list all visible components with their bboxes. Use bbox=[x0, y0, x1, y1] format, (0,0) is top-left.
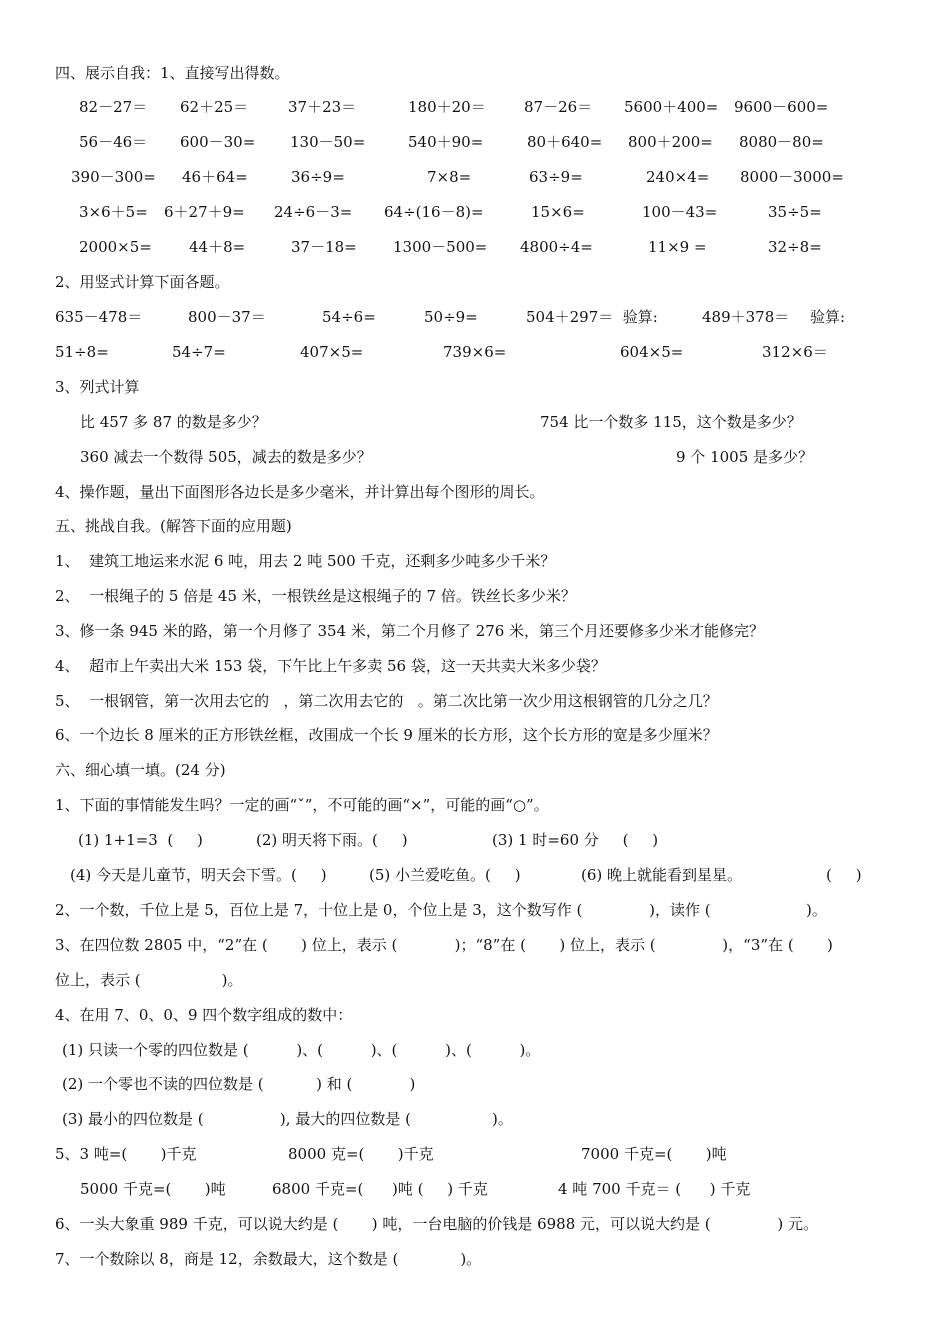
formula-question: 754 比一个数多 115，这个数是多少？ bbox=[540, 413, 802, 431]
question4-sub: (3) 最小的四位数是 ( ), 最大的四位数是 ( )。 bbox=[62, 1110, 513, 1128]
vertical-calc-item: 635－478＝ bbox=[55, 308, 143, 326]
word-problem: 5、 一根钢管，第一次用去它的 ，第二次用去它的 。第二次比第一次少用这根钢管的几分之几？ bbox=[55, 692, 718, 710]
section5-title: 五、挑战自我。(解答下面的应用题) bbox=[55, 517, 292, 535]
oral-item: 540＋90= bbox=[408, 133, 484, 151]
word-problem: 3、修一条 945 米的路，第一个月修了 354 米，第二个月修了 276 米，第三个月还要修多少米才能修完？ bbox=[55, 622, 765, 640]
question5-item: 7000 千克=( )吨 bbox=[581, 1145, 727, 1163]
vertical-calc-item: 604×5= bbox=[620, 343, 684, 361]
question3-line2: 位上，表示 ( )。 bbox=[55, 971, 243, 989]
vertical-calc-item: 504＋297＝ 验算: bbox=[526, 308, 658, 326]
word-problem: 2、 一根绳子的 5 倍是 45 米，一根铁丝是这根绳子的 7 倍。铁丝长多少米？ bbox=[55, 587, 576, 605]
question7: 7、一个数除以 8，商是 12，余数最大，这个数是 ( )。 bbox=[55, 1250, 482, 1268]
question4-sub: (1) 只读一个零的四位数是 ( )、( )、( )、( )。 bbox=[62, 1041, 541, 1059]
question5-item: 5000 千克=( )吨 bbox=[80, 1180, 226, 1198]
question4-sub: (2) 一个零也不读的四位数是 ( ) 和 ( ) bbox=[62, 1075, 416, 1093]
question1-item: ( ) bbox=[826, 866, 862, 884]
vertical-calc-item: 50÷9= bbox=[424, 308, 478, 326]
oral-item: 5600＋400= bbox=[624, 98, 719, 116]
vertical-calc-title: 2、用竖式计算下面各题。 bbox=[55, 273, 230, 291]
question2: 2、一个数，千位上是 5，百位上是 7，十位上是 0，个位上是 3，这个数写作 ( )，读作 ( )。 bbox=[55, 901, 827, 919]
vertical-calc-item: 489＋378＝ bbox=[702, 308, 790, 326]
section4-title: 四、展示自我：1、直接写出得数。 bbox=[55, 64, 290, 82]
oral-item: 36÷9= bbox=[291, 168, 345, 186]
oral-item: 600－30= bbox=[180, 133, 256, 151]
measure-title: 4、操作题，量出下面图形各边长是多少毫米，并计算出每个图形的周长。 bbox=[55, 483, 545, 501]
oral-item: 56－46＝ bbox=[79, 133, 148, 151]
oral-item: 6＋27＋9= bbox=[164, 203, 245, 221]
vertical-calc-item: 739×6= bbox=[443, 343, 507, 361]
oral-item: 46＋64= bbox=[182, 168, 248, 186]
oral-item: 390－300= bbox=[71, 168, 156, 186]
oral-item: 62＋25＝ bbox=[180, 98, 249, 116]
oral-item: 240×4= bbox=[646, 168, 710, 186]
oral-item: 3×6＋5= bbox=[79, 203, 148, 221]
formula-question: 9 个 1005 是多少？ bbox=[676, 448, 814, 466]
question5-item: 4 吨 700 千克＝ ( ) 千克 bbox=[558, 1180, 751, 1198]
question6: 6、一头大象重 989 千克，可以说大约是 ( ) 吨，一台电脑的价钱是 6988 元，可以说大约是 ( ) 元。 bbox=[55, 1215, 819, 1233]
question1-item: (6) 晚上就能看到星星。 bbox=[581, 866, 743, 884]
oral-item: 35÷5= bbox=[768, 203, 822, 221]
oral-item: 15×6= bbox=[531, 203, 585, 221]
vertical-calc-item: 51÷8= bbox=[55, 343, 109, 361]
question1-item: (1) 1+1=3 ( ) bbox=[78, 831, 203, 849]
question1-title: 1、下面的事情能发生吗？一定的画“ˇ”，不可能的画“×”，可能的画“○”。 bbox=[55, 796, 549, 814]
oral-item: 87－26＝ bbox=[524, 98, 593, 116]
question4-title: 4、在用 7、0、0、9 四个数字组成的数中： bbox=[55, 1006, 353, 1024]
word-problem: 1、 建筑工地运来水泥 6 吨，用去 2 吨 500 千克，还剩多少吨多少千米？ bbox=[55, 552, 556, 570]
question1-item: (4) 今天是儿童节，明天会下雪。( ) bbox=[70, 866, 327, 884]
oral-item: 130－50= bbox=[290, 133, 366, 151]
oral-item: 64÷(16－8)= bbox=[384, 203, 484, 221]
question5-item: 6800 千克=( )吨 ( ) 千克 bbox=[272, 1180, 488, 1198]
question5-item: 8000 克=( )千克 bbox=[288, 1145, 434, 1163]
formula-question: 比 457 多 87 的数是多少？ bbox=[80, 413, 267, 431]
oral-item: 11×9 = bbox=[648, 238, 707, 256]
question1-item: (3) 1 时=60 分 ( ) bbox=[492, 831, 659, 849]
oral-item: 2000×5= bbox=[79, 238, 152, 256]
oral-item: 1300－500= bbox=[393, 238, 488, 256]
oral-item: 8080－80= bbox=[739, 133, 824, 151]
oral-item: 7×8= bbox=[427, 168, 472, 186]
vertical-calc-item: 800－37＝ bbox=[188, 308, 266, 326]
vertical-calc-item: 312×6＝ bbox=[762, 343, 828, 361]
oral-item: 80＋640= bbox=[527, 133, 603, 151]
oral-item: 4800÷4= bbox=[520, 238, 593, 256]
oral-item: 180＋20＝ bbox=[408, 98, 486, 116]
question1-item: (2) 明天将下雨。( ) bbox=[256, 831, 408, 849]
oral-item: 9600－600= bbox=[734, 98, 829, 116]
vertical-calc-item: 407×5= bbox=[300, 343, 364, 361]
oral-item: 63÷9= bbox=[529, 168, 583, 186]
question1-item: (5) 小兰爱吃鱼。( ) bbox=[369, 866, 521, 884]
word-problem: 4、 超市上午卖出大米 153 袋，下午比上午多卖 56 袋，这一天共卖大米多少袋？ bbox=[55, 657, 606, 675]
section6-title: 六、细心填一填。(24 分) bbox=[55, 761, 226, 779]
vertical-calc-item: 54÷6= bbox=[322, 308, 376, 326]
oral-item: 800＋200= bbox=[628, 133, 713, 151]
question3-line1: 3、在四位数 2805 中，“2”在 ( ) 位上，表示 ( )；“8”在 ( ) 位上，表示 ( )，“3”在 ( ) bbox=[55, 936, 833, 954]
oral-item: 24÷6－3= bbox=[274, 203, 353, 221]
word-problem: 6、一个边长 8 厘米的正方形铁丝框，改围成一个长 9 厘米的长方形，这个长方形的宽是多少厘米？ bbox=[55, 726, 718, 744]
oral-item: 100－43= bbox=[642, 203, 718, 221]
formula-title: 3、列式计算 bbox=[55, 378, 140, 396]
oral-item: 44＋8= bbox=[189, 238, 246, 256]
vertical-calc-item: 验算: bbox=[810, 308, 846, 326]
oral-item: 37－18= bbox=[291, 238, 357, 256]
oral-item: 8000－3000= bbox=[740, 168, 844, 186]
oral-item: 82－27＝ bbox=[79, 98, 148, 116]
question5-item: 5、3 吨=( )千克 bbox=[55, 1145, 197, 1163]
oral-item: 32÷8= bbox=[768, 238, 822, 256]
oral-item: 37＋23＝ bbox=[288, 98, 357, 116]
formula-question: 360 减去一个数得 505，减去的数是多少？ bbox=[80, 448, 372, 466]
vertical-calc-item: 54÷7= bbox=[172, 343, 226, 361]
